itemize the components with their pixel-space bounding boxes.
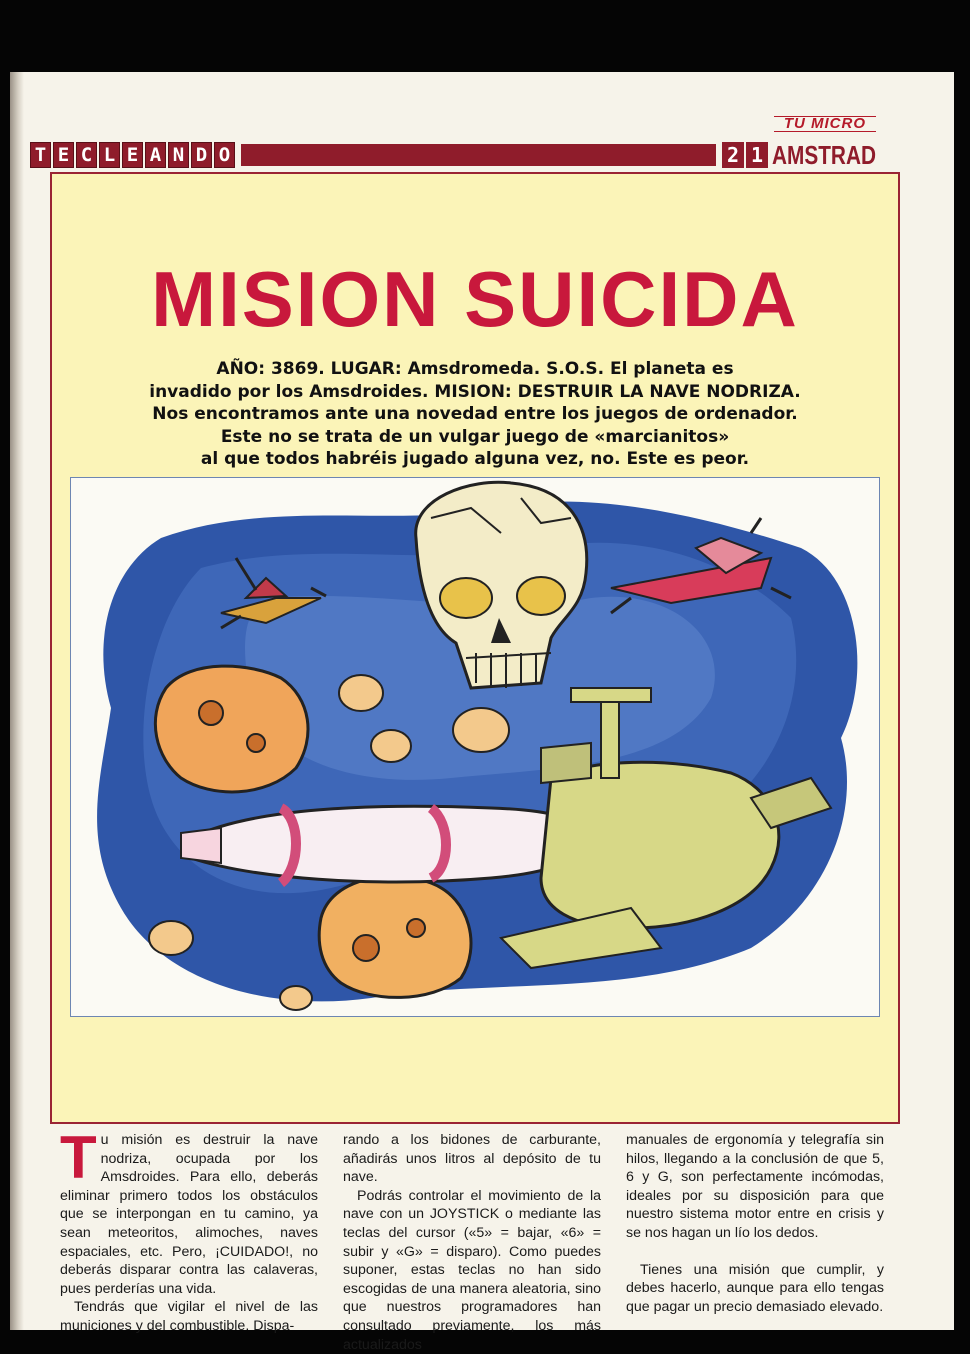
article-panel [50, 172, 900, 1124]
section-letter: A [145, 142, 166, 168]
drop-cap: T [60, 1124, 97, 1191]
section-label [30, 142, 235, 168]
section-letter: E [122, 142, 143, 168]
section-letter: O [214, 142, 235, 168]
intro-line: AÑO: 3869. LUGAR: Amsdromeda. S.O.S. El planeta es [216, 359, 734, 379]
section-header [30, 140, 902, 170]
article-body [60, 1124, 884, 1353]
article-intro [112, 358, 838, 471]
intro-line: invadido por los Amsdroides. MISION: DESTRUIR LA NAVE NODRIZA. [149, 381, 801, 402]
section-letter: D [191, 142, 212, 168]
section-letter: L [99, 142, 120, 168]
article-column [626, 1131, 884, 1326]
article-column [343, 1131, 601, 1353]
section-letter: C [76, 142, 97, 168]
article-title: MISION SUICIDA [151, 255, 799, 343]
article-paragraph: manuales de ergonomía y telegrafía sin hilos, llegando a la conclusión de que 5, 6 y G, son perfectamente incómodas, ideales por su disposición para que nuestro sistema motor entre en crisis y se nos hagan un lío los dedos. [626, 1132, 884, 1241]
section-letter: T [30, 142, 51, 168]
magazine-name: AMSTRAD [772, 140, 876, 170]
article-paragraph [60, 1124, 318, 1298]
section-letter: N [168, 142, 189, 168]
section-letter: E [53, 142, 74, 168]
intro-line: al que todos habréis jugado alguna vez, no. Este es peor. [200, 449, 750, 469]
magazine-page [10, 72, 954, 1353]
article-column [60, 1124, 318, 1334]
kicker-label: TU MICRO [774, 116, 876, 132]
issue-digit: 1 [746, 142, 768, 168]
article-paragraph: Tendrás que vigilar el nivel de las municiones y del combustible. Dispa- [60, 1299, 318, 1334]
article-paragraph: Podrás controlar el movimiento de la nave con un JOYSTICK o mediante las teclas del cursor («5» = bajar, «6» = subir y «G» = disparo). Como puedes suponer, estas teclas no han sido escogidas de una manera aleatoria, sino que nuestros programadores han consultado previamente, los más actualizados [343, 1187, 601, 1353]
header-rule [241, 144, 716, 166]
paragraph-text: u misión es destruir la nave nodriza, ocupada por los Amsdroides. Para ello, deberás eliminar primero todos los obstáculos que se interpongan en tu camino, ya sean meteoritos, alimoches, naves espaciales, etc. Pero, ¡CUIDADO!, no deberás disparar contra las calaveras, pues perderías una vida. [60, 1132, 318, 1297]
issue-digit: 2 [722, 142, 744, 168]
asteroid-icon [155, 666, 308, 792]
intro-line: Nos encontramos ante una novedad entre los juegos de ordenador. [152, 404, 798, 424]
page-spine [10, 72, 24, 1330]
article-paragraph: rando a los bidones de carburante, añadirás unos litros al depósito de tu nave. [343, 1132, 601, 1186]
issue-number [722, 142, 768, 168]
illustration-svg [71, 478, 879, 1016]
article-paragraph: Tienes una misión que cumplir, y debes hacerlo, aunque para ello tengas que pagar un precio demasiado elevado. [626, 1261, 884, 1315]
intro-line: Este no se trata de un vulgar juego de «marcianitos» [220, 426, 730, 447]
asteroid-icon [319, 876, 471, 997]
game-illustration [70, 477, 880, 1017]
